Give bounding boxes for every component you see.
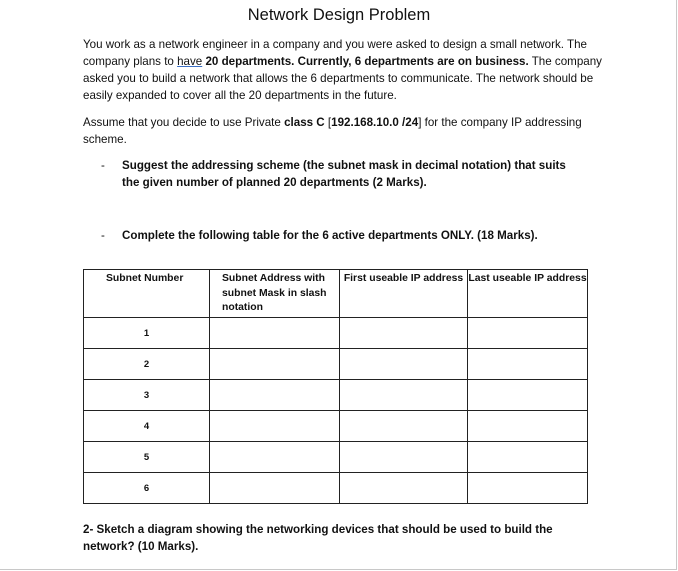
- row-number: 3: [84, 380, 210, 411]
- cell-subnet-address[interactable]: [210, 473, 340, 504]
- cell-first-ip[interactable]: [340, 318, 468, 349]
- intro-have-underlined: have: [177, 55, 203, 68]
- row-number: 1: [84, 318, 210, 349]
- intro-text-a: You work as a network engineer in a company and you were asked to design a small network. The company plans to: [83, 38, 587, 68]
- intro-paragraph: [83, 36, 603, 104]
- intro-text-c: The company asked you to build a network that allows the 6 departments to communicate. The network should be easily expanded to cover all the 20 departments in the future.: [83, 55, 602, 102]
- cell-first-ip[interactable]: [340, 380, 468, 411]
- row-number: 4: [84, 411, 210, 442]
- cell-first-ip[interactable]: [340, 349, 468, 380]
- table-header-row: [84, 270, 588, 318]
- cell-first-ip[interactable]: [340, 442, 468, 473]
- intro-departments-bold: 20 departments. Currently, 6 departments are on business.: [205, 55, 529, 68]
- bullet-text: [122, 157, 582, 191]
- cell-last-ip[interactable]: [468, 349, 588, 380]
- cell-last-ip[interactable]: [468, 318, 588, 349]
- cell-first-ip[interactable]: [340, 411, 468, 442]
- question-sketch-diagram: [83, 521, 603, 555]
- cell-last-ip[interactable]: [468, 442, 588, 473]
- cell-subnet-address[interactable]: [210, 411, 340, 442]
- header-subnet-address: Subnet Address with subnet Mask in slash notation: [210, 270, 340, 318]
- header-subnet-number: Subnet Number: [84, 270, 210, 318]
- assume-text-b: [: [324, 116, 332, 129]
- assume-text-a: Assume that you decide to use Private: [83, 116, 285, 129]
- cell-subnet-address[interactable]: [210, 349, 340, 380]
- page-title: Network Design Problem: [247, 6, 431, 24]
- cell-first-ip[interactable]: [340, 473, 468, 504]
- table-row: [84, 380, 588, 411]
- assume-text-c: ] for the company IP addressing scheme.: [83, 116, 582, 146]
- cell-subnet-address[interactable]: [210, 318, 340, 349]
- assume-class-bold: class C: [284, 116, 325, 129]
- table-row: [84, 442, 588, 473]
- header-last-ip: Last useable IP address: [468, 270, 588, 318]
- table-row: [84, 349, 588, 380]
- bullet-dash: -: [101, 159, 105, 172]
- row-number: 6: [84, 473, 210, 504]
- bullet-1-marks: (2 Marks).: [372, 176, 427, 189]
- header-first-ip: First useable IP address: [340, 270, 468, 318]
- row-number: 5: [84, 442, 210, 473]
- table-row: [84, 411, 588, 442]
- assume-range-bold: 192.168.10.0 /24: [331, 116, 419, 129]
- bullet-2-text: Complete the following table for the 6 active departments ONLY. (18 Marks).: [122, 229, 538, 242]
- bullet-dash: -: [101, 229, 105, 242]
- footer-text: 2- Sketch a diagram showing the networking devices that should be used to build the network?: [83, 523, 553, 553]
- cell-last-ip[interactable]: [468, 473, 588, 504]
- footer-marks: (10 Marks).: [137, 540, 199, 553]
- table-row: [84, 318, 588, 349]
- table-row: [84, 473, 588, 504]
- cell-subnet-address[interactable]: [210, 380, 340, 411]
- subnet-table: [83, 269, 588, 504]
- row-number: 2: [84, 349, 210, 380]
- cell-subnet-address[interactable]: [210, 442, 340, 473]
- assume-paragraph: [83, 114, 603, 148]
- bullet-1-text: Suggest the addressing scheme (the subnet mask in decimal notation) that suits the given number of planned 20 departments: [122, 159, 566, 189]
- cell-last-ip[interactable]: [468, 380, 588, 411]
- cell-last-ip[interactable]: [468, 411, 588, 442]
